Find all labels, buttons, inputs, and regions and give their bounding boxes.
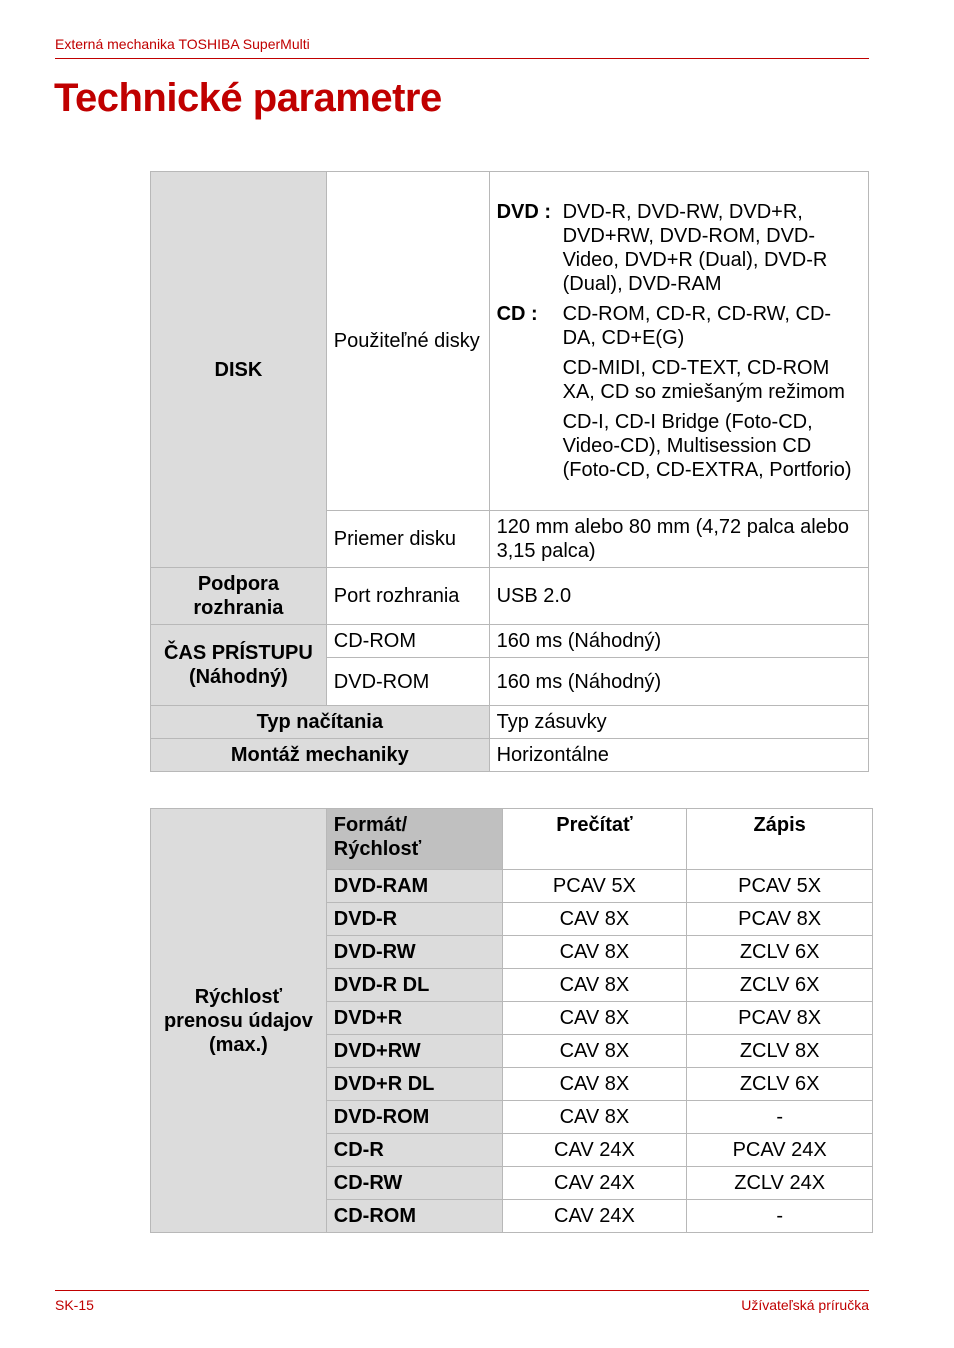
- running-header: Externá mechanika TOSHIBA SuperMulti: [55, 36, 310, 52]
- column-header-format: Formát/ Rýchlosť: [326, 809, 502, 870]
- write-speed-cell: PCAV 5X: [687, 870, 873, 903]
- spec-table: [150, 171, 869, 772]
- table-row: [151, 172, 869, 511]
- dvd-formats: DVD-R, DVD-RW, DVD+R, DVD+RW, DVD-ROM, DVD-Video, DVD+R (Dual), DVD-R (Dual), DVD-RAM: [562, 200, 828, 295]
- write-speed-cell: ZCLV 6X: [687, 1068, 873, 1101]
- format-cell: DVD-RAM: [326, 870, 502, 903]
- format-cell: DVD-ROM: [326, 1101, 502, 1134]
- format-cell: DVD-R: [326, 903, 502, 936]
- footer-rule: [55, 1290, 869, 1291]
- write-speed-cell: PCAV 8X: [687, 1002, 873, 1035]
- read-speed-cell: CAV 8X: [502, 969, 687, 1002]
- read-speed-cell: CAV 24X: [502, 1200, 687, 1233]
- write-speed-cell: PCAV 8X: [687, 903, 873, 936]
- disk-label: DISK: [151, 172, 327, 568]
- page-number: SK-15: [55, 1297, 94, 1313]
- access-value: 160 ms (Náhodný): [489, 658, 868, 706]
- loading-label: Typ načítania: [151, 706, 490, 739]
- write-speed-cell: ZCLV 8X: [687, 1035, 873, 1068]
- table-row: [151, 706, 869, 739]
- footer-title: Užívateľská príručka: [741, 1297, 869, 1313]
- read-speed-cell: CAV 8X: [502, 936, 687, 969]
- cd-label: CD :: [496, 302, 538, 325]
- diameter-value: 120 mm alebo 80 mm (4,72 palca alebo 3,15 palca): [489, 511, 868, 568]
- format-cell: DVD-RW: [326, 936, 502, 969]
- usable-discs-label: Použiteľné disky: [326, 172, 489, 511]
- table-row: [151, 739, 869, 772]
- usable-discs-value: [489, 172, 868, 511]
- port-value: USB 2.0: [489, 568, 868, 625]
- write-speed-cell: ZCLV 6X: [687, 936, 873, 969]
- access-name: CD-ROM: [326, 625, 489, 658]
- cd-formats-3: CD-I, CD-I Bridge (Foto-CD, Video-CD), Multisession CD (Foto-CD, CD-EXTRA, Portforio): [562, 410, 852, 481]
- table-row: [151, 809, 873, 870]
- read-speed-cell: CAV 8X: [502, 903, 687, 936]
- dvd-label: DVD :: [496, 200, 552, 223]
- transfer-rate-label: Rýchlosť prenosu údajov (max.): [151, 809, 327, 1233]
- write-speed-cell: -: [687, 1101, 873, 1134]
- cd-formats-2: CD-MIDI, CD-TEXT, CD-ROM XA, CD so zmiešaným režimom: [562, 356, 845, 403]
- interface-label: Podpora rozhrania: [151, 568, 327, 625]
- read-speed-cell: CAV 24X: [502, 1134, 687, 1167]
- loading-value: Typ zásuvky: [489, 706, 868, 739]
- mounting-label: Montáž mechaniky: [151, 739, 490, 772]
- format-cell: DVD+R: [326, 1002, 502, 1035]
- read-speed-cell: CAV 24X: [502, 1167, 687, 1200]
- format-cell: CD-ROM: [326, 1200, 502, 1233]
- format-cell: CD-R: [326, 1134, 502, 1167]
- format-cell: DVD+R DL: [326, 1068, 502, 1101]
- read-speed-cell: CAV 8X: [502, 1035, 687, 1068]
- read-speed-cell: PCAV 5X: [502, 870, 687, 903]
- read-speed-cell: CAV 8X: [502, 1068, 687, 1101]
- write-speed-cell: -: [687, 1200, 873, 1233]
- port-label: Port rozhrania: [326, 568, 489, 625]
- write-speed-cell: ZCLV 6X: [687, 969, 873, 1002]
- cd-formats-1: CD-ROM, CD-R, CD-RW, CD-DA, CD+E(G): [562, 302, 832, 349]
- header-rule: [55, 58, 869, 59]
- read-speed-cell: CAV 8X: [502, 1101, 687, 1134]
- write-speed-cell: PCAV 24X: [687, 1134, 873, 1167]
- access-name: DVD-ROM: [326, 658, 489, 706]
- format-cell: DVD+RW: [326, 1035, 502, 1068]
- diameter-label: Priemer disku: [326, 511, 489, 568]
- format-cell: DVD-R DL: [326, 969, 502, 1002]
- format-cell: CD-RW: [326, 1167, 502, 1200]
- write-speed-cell: ZCLV 24X: [687, 1167, 873, 1200]
- column-header-write: Zápis: [687, 809, 873, 870]
- table-row: [151, 568, 869, 625]
- access-value: 160 ms (Náhodný): [489, 625, 868, 658]
- page-title: Technické parametre: [54, 76, 442, 120]
- column-header-read: Prečítať: [502, 809, 687, 870]
- read-speed-cell: CAV 8X: [502, 1002, 687, 1035]
- access-time-label: ČAS PRÍSTUPU (Náhodný): [151, 625, 327, 706]
- mounting-value: Horizontálne: [489, 739, 868, 772]
- table-row: [151, 625, 869, 658]
- speed-table: [150, 808, 873, 1233]
